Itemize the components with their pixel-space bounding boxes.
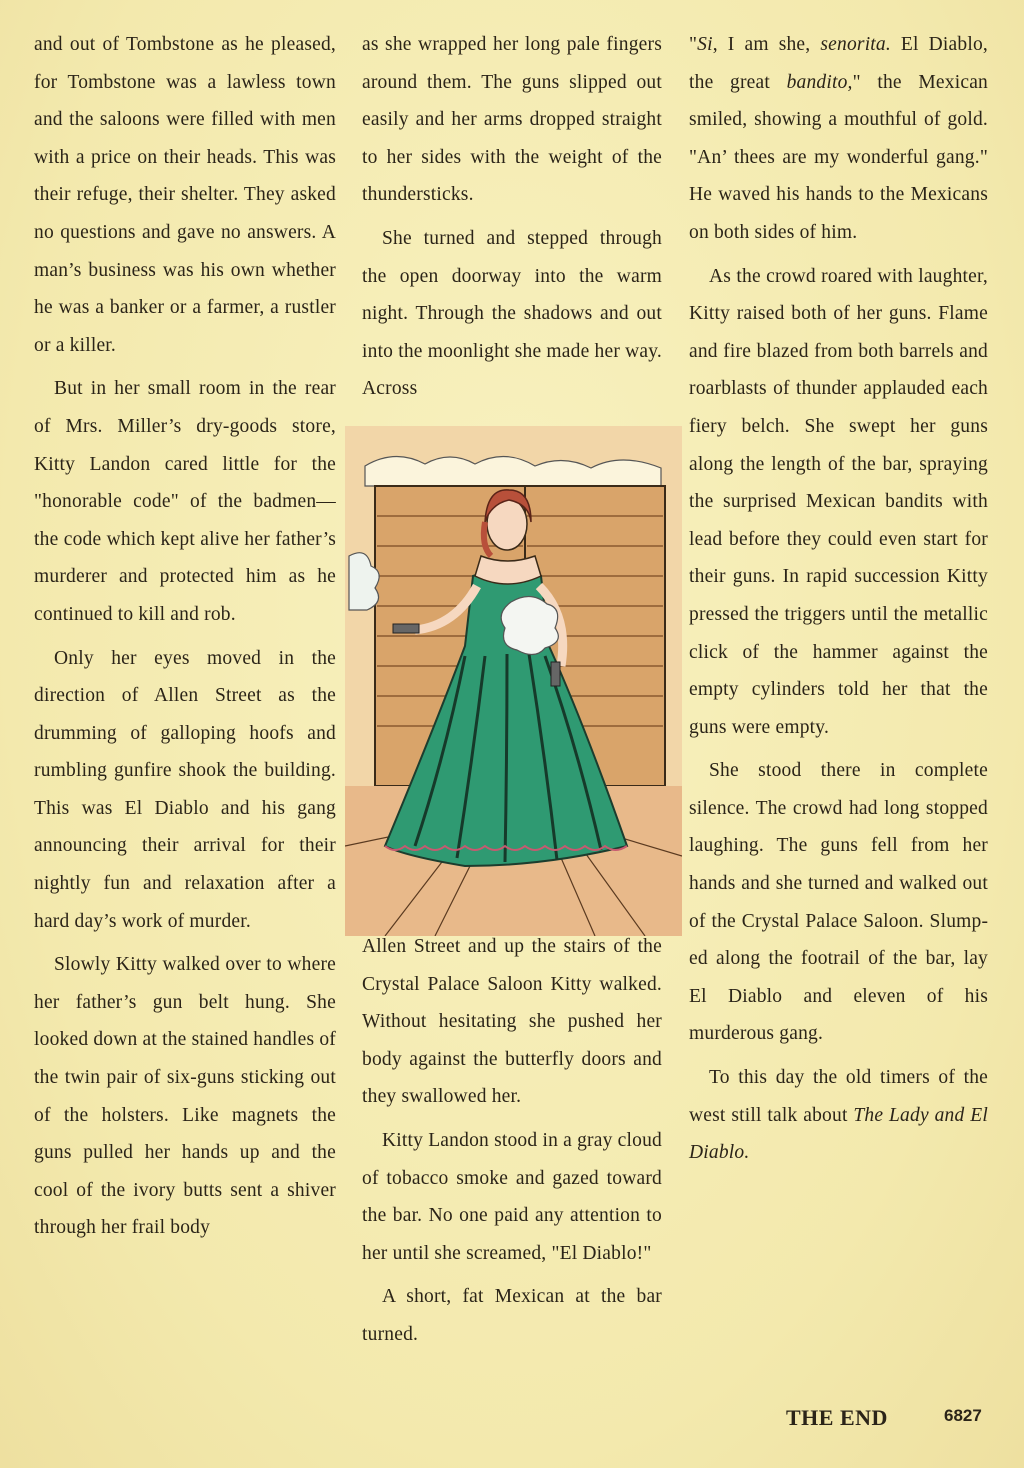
- paragraph: Allen Street and up the stairs of the Crystal Palace Saloon Kitty walked. Without hesitating she pushed her body against the butterfly doors and they swallowed her.: [362, 936, 662, 1108]
- kitty-illustration: [345, 426, 682, 936]
- text-run: El Diablo, the great: [689, 34, 988, 93]
- the-end-label: THE END: [786, 1405, 888, 1430]
- text-run: " the Mexican smiled, showing a mouthful of gold. "An’ thees are my wonderful gang." He waved his hands to the Mexicans on both sides of him.: [689, 71, 988, 243]
- text-run: To this day the old timers of the west still talk about: [689, 1067, 988, 1126]
- text-run-italic: Si: [697, 34, 713, 55]
- text-column-2-bottom: [362, 928, 662, 1360]
- paragraph: and out of Tombstone as he pleased, for Tombstone was a lawless town and the saloons were filled with men with a price on their heads. This was their refuge, their shelter. They asked no questions and gave no answers. A man’s business was his own whether he was a banker or a farmer, a rustler or a killer.: [34, 34, 336, 356]
- paragraph: A short, fat Mexican at the bar turned.: [362, 1286, 662, 1345]
- paragraph: Only her eyes moved in the direction of Allen Street as the drumming of galloping hoofs and rumbling gunfire shook the building. This was El Diablo and his gang announcing their arrival for their nightly fun and relaxation after a hard day’s work of murder.: [34, 647, 336, 932]
- page-code: 6827: [944, 1406, 982, 1425]
- paragraph: She stood there in complete silence. The crowd had long stopped laughing. The guns fell from her hands and she turned and walked out of the Crystal Palace Saloon. Slumped along the footrail of the bar, lay El Diablo and eleven of his murderous gang.: [689, 760, 988, 1045]
- paragraph: She turned and stepped through the open doorway into the warm night. Through the shadows and out into the moonlight she made her way. Across: [362, 227, 662, 400]
- paragraph: But in her small room in the rear of Mrs. Miller’s dry-goods store, Kitty Landon cared little for the "honorable code" of the badmen—the code which kept alive her father’s murderer and protected him as he continued to kill and rob.: [34, 378, 336, 625]
- text-column-1: [34, 26, 336, 1253]
- kitty-landon-drawing: [345, 426, 682, 936]
- paragraph: as she wrapped her long pale fingers around them. The guns slipped out easily and her arms dropped straight to her sides with the weight of the thundersticks.: [362, 34, 662, 206]
- story-title-italic: The Lady and El Diablo.: [689, 1104, 988, 1164]
- paragraph: Kitty Landon stood in a gray cloud of tobacco smoke and gazed toward the bar. No one paid any attention to her until she screamed, "El Diablo!": [362, 1129, 662, 1264]
- text-column-2-top: [362, 26, 662, 414]
- paragraph: [689, 26, 988, 252]
- paragraph: As the crowd roared with laughter, Kitty raised both of her guns. Flame and fire blazed from both barrels and roarblasts of thunder applauded each fiery belch. She swept her guns along the length of the bar, spraying the surprised Mexican bandits with lead before they could even start for their guns. In rapid succession Kitty pressed the triggers until the metallic click of the hammer against the empty cylinders told her that the guns were empty.: [689, 265, 988, 738]
- paragraph: [689, 1059, 988, 1172]
- text-run: , I am she,: [712, 34, 821, 55]
- paragraph: Slowly Kitty walked over to where her father’s gun belt hung. She looked down at the stained handles of the twin pair of six-guns sticking out of the holsters. Like magnets the guns pulled her hands up and the cool of the ivory butts sent a shiver through her frail body: [34, 954, 336, 1239]
- text-run: ": [689, 34, 698, 55]
- text-run-italic: senorita.: [820, 34, 891, 55]
- text-run-italic: bandito,: [786, 71, 853, 93]
- text-column-3: [689, 26, 988, 1178]
